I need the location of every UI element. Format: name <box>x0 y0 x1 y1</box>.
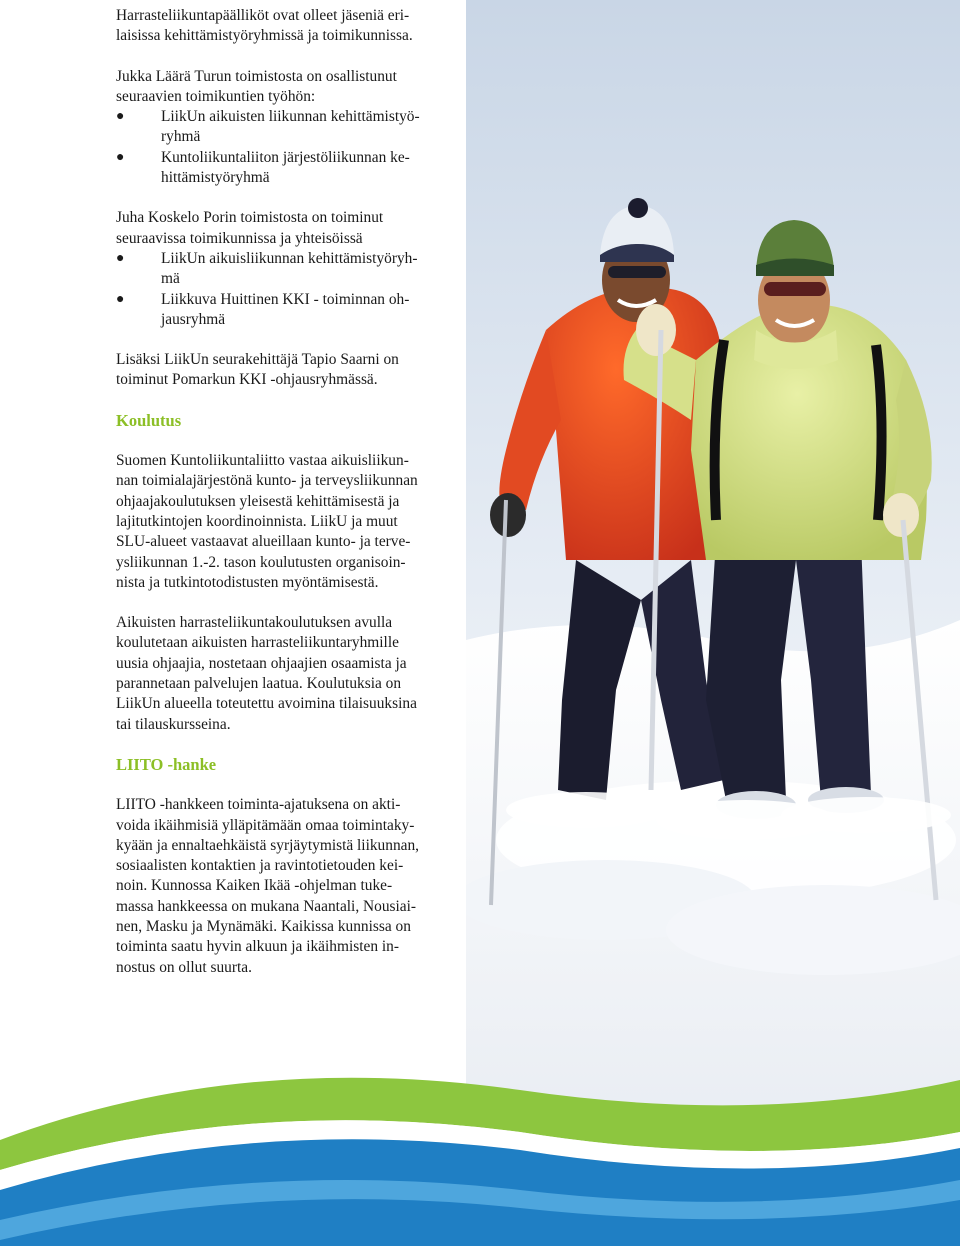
list-juha-committees <box>116 249 456 330</box>
paragraph-koulutus-2: Aikuisten harrasteliikuntakoulutuksen avulla koulutetaan aikuisten harrasteliikuntaryhmille uusia ohjaajia, nostetaan ohjaajien osaamista ja parannetaan palvelujen laatua. Koulutuksia on LiikUn alueella toteutettu avoimina tilaisuuksina tai tilauskursseina. <box>116 614 417 733</box>
heading-koulutus: Koulutus <box>116 410 182 430</box>
paragraph-liito: LIITO -hankkeen toiminta-ajatuksena on akti- voida ikäihmisiä ylläpitämään omaa toimintaky- kyään ja ennaltaehkäistä syrjäytymistä liikunnan, sosiaalisten kontaktien ja ravintotietouden kei- noin. Kunnossa Kaiken Ikää -ohjelman tuke- massa hankkeessa on mukana Naantali, Nousiai- nen, Masku ja Mynämäki. Kaikissa kunnissa on toiminta saatu hyvin alkuun ja ikäihmisten in- nostus on ollut suurta. <box>116 796 420 976</box>
paragraph-koulutus-1: Suomen Kuntoliikuntaliitto vastaa aikuisliikun- nan toimialajärjestönä kunto- ja terveysliikunnan ohjaajakoulutuksen yleisestä kehittämisestä ja lajitutkintojen koordinoinnista. LiikU ja muut SLU-alueet vastaavat alueillaan kunto- ja terve- ysliikunnan 1.-2. tason koulutusten organisoin- nista ja tutkintotodistusten myöntämisestä. <box>116 452 418 591</box>
bullet-icon: ● <box>116 149 125 165</box>
list-item: ● LiikUn aikuisliikunnan kehittämistyöryh- mä <box>116 249 418 288</box>
list-item: ● Liikkuva Huittinen KKI - toiminnan oh- jausryhmä <box>116 290 410 328</box>
bullet-icon: ● <box>116 291 125 307</box>
paragraph-juha: Juha Koskelo Porin toimistosta on toiminut seuraavissa toimikunnissa ja yhteisöissä <box>116 209 384 247</box>
list-item: ● LiikUn aikuisten liikunnan kehittämistyö- ryhmä <box>116 108 420 146</box>
bullet-icon: ● <box>116 250 125 266</box>
bullet-icon: ● <box>116 109 125 125</box>
paragraph-jukka: Jukka Läärä Turun toimistosta on osallistunut seuraavien toimikuntien työhön: <box>116 67 397 105</box>
paragraph-tapio: Lisäksi LiikUn seurakehittäjä Tapio Saarni on toiminut Pomarkun KKI -ohjausryhmässä. <box>116 351 399 389</box>
text-column <box>116 6 456 998</box>
paragraph-intro: Harrasteliikuntapäälliköt ovat olleet jäseniä eri- laisissa kehittämistyöryhmissä ja toimikunnissa. <box>116 7 413 45</box>
decorative-swoosh <box>0 1020 960 1246</box>
list-item: ● Kuntoliikuntaliiton järjestöliikunnan ke- hittämistyöryhmä <box>116 148 410 187</box>
list-jukka-committees <box>116 107 456 188</box>
heading-liito: LIITO -hanke <box>116 754 217 774</box>
